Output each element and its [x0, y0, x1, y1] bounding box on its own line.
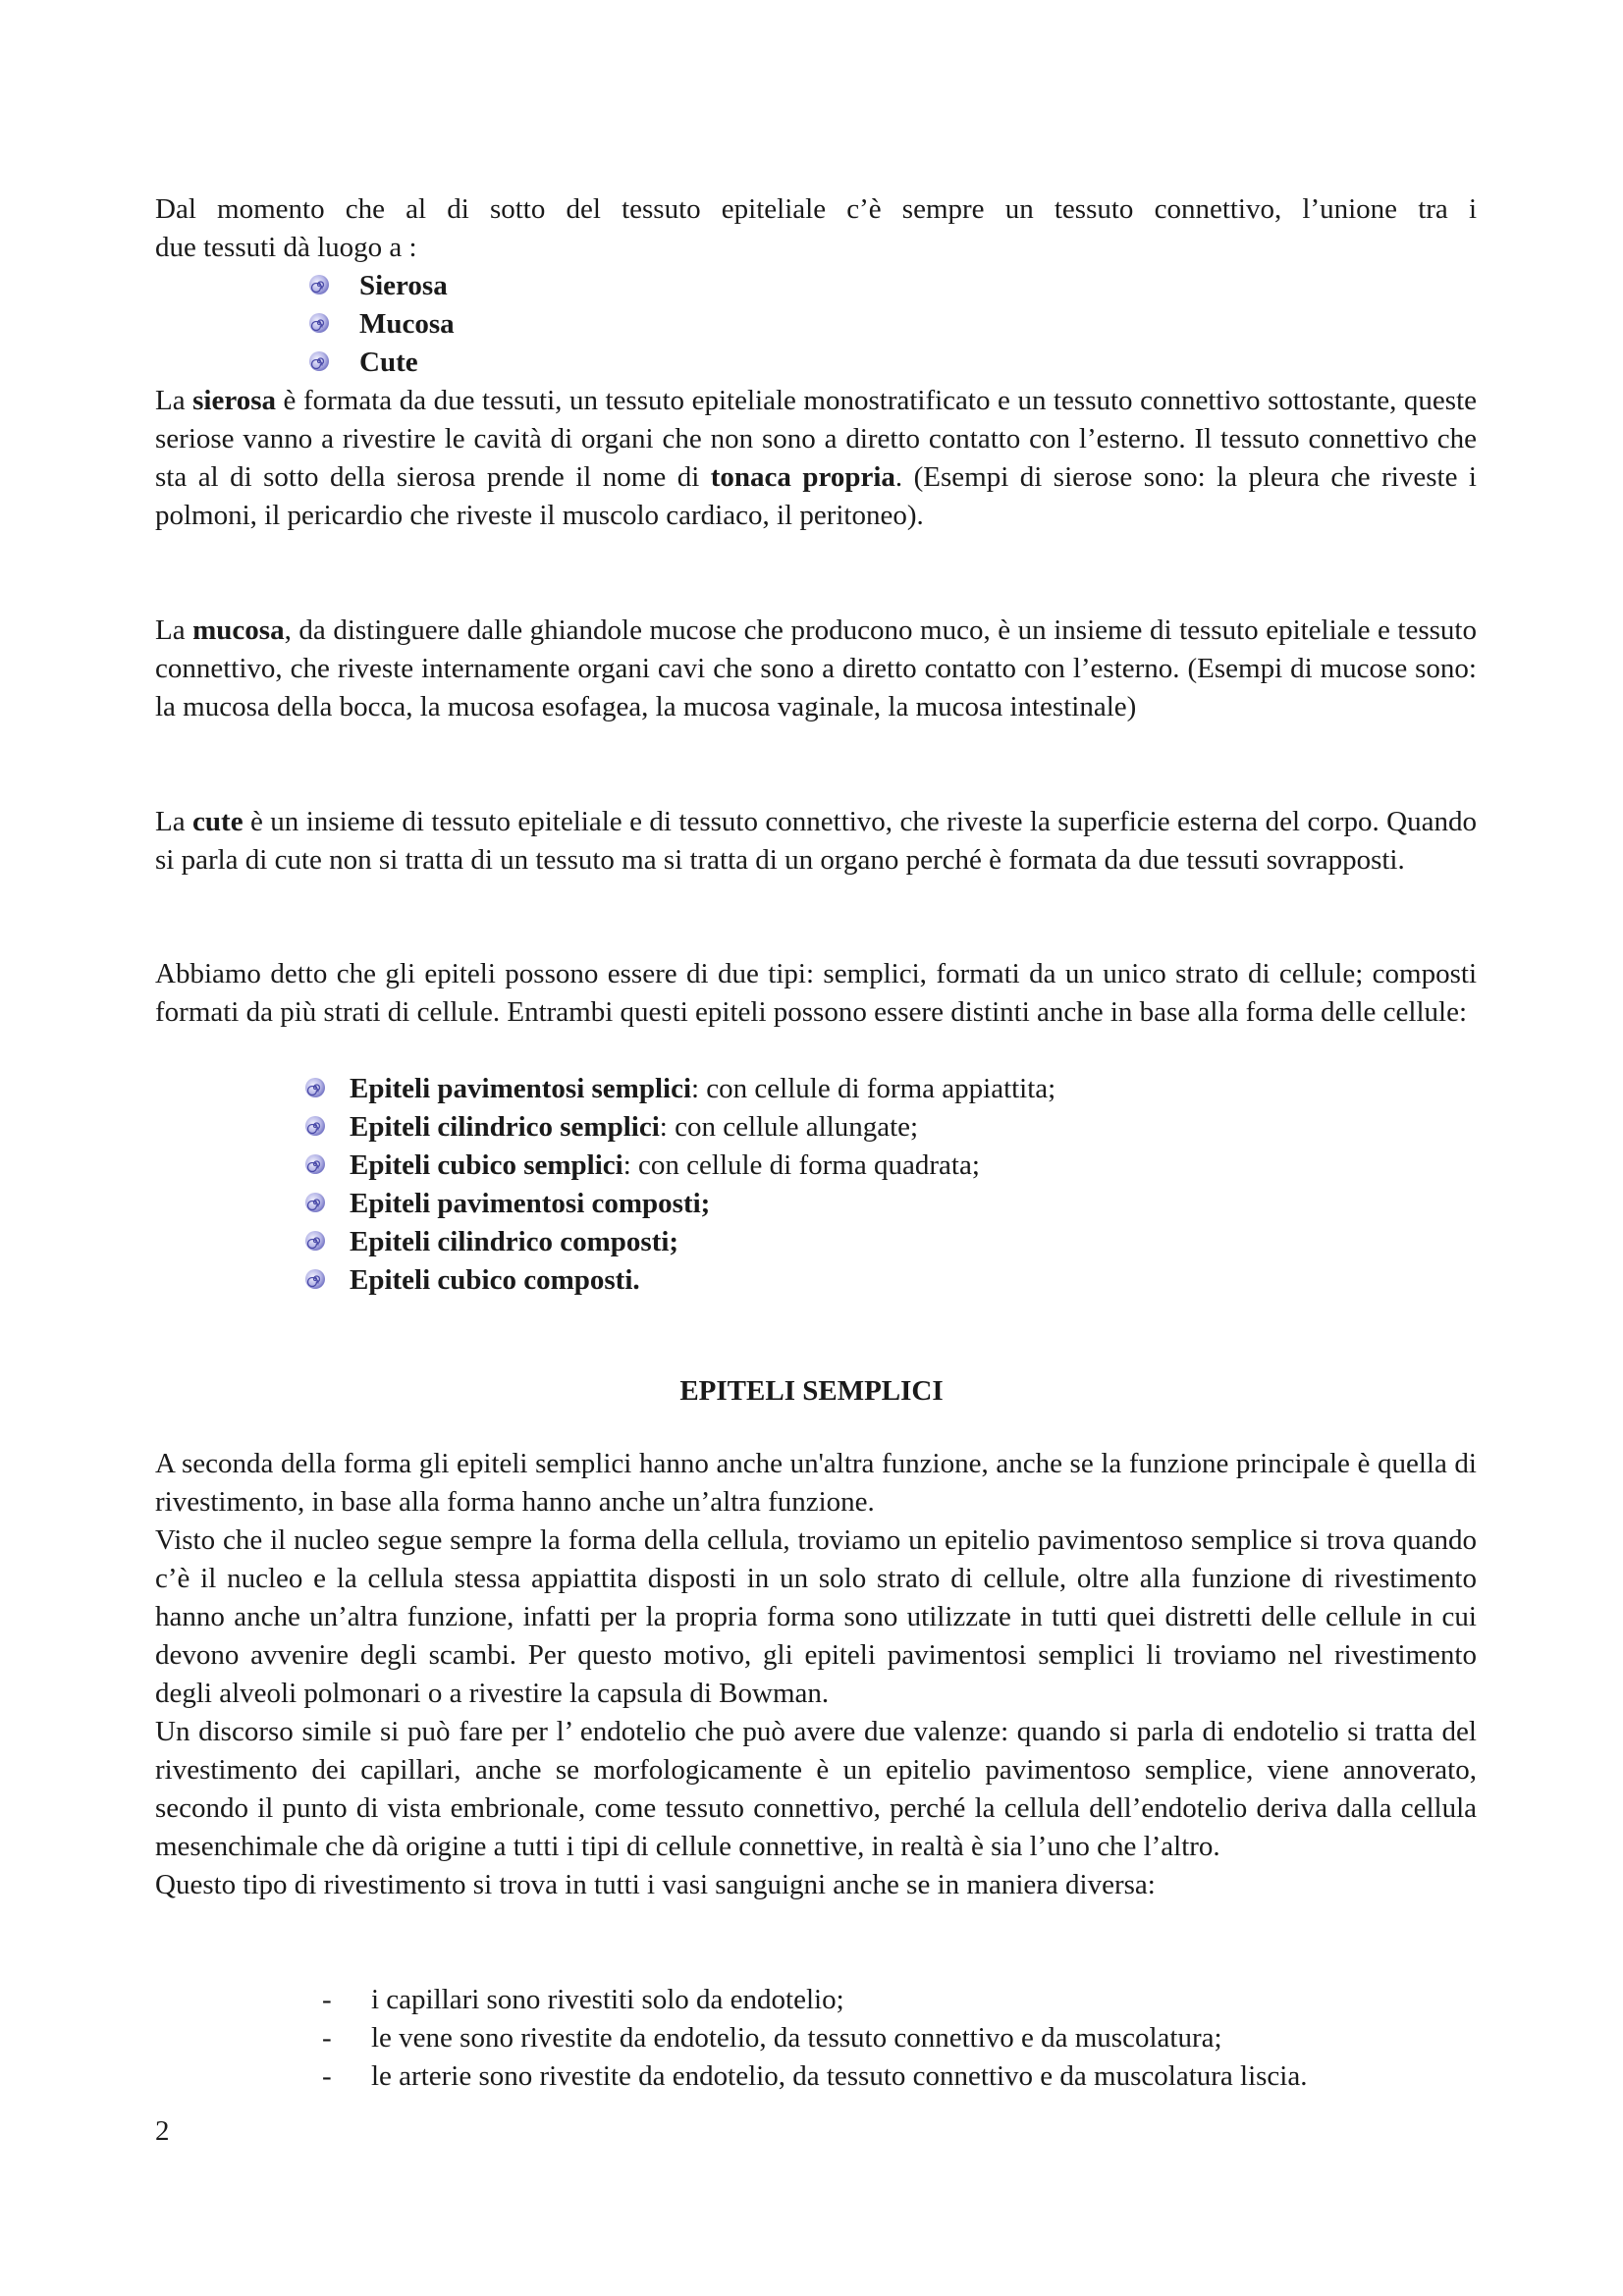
- list-item: [322, 2019, 1307, 2057]
- text-run: La: [155, 614, 193, 646]
- semplici-paragraph-3: Un discorso simile si può fare per l’ endotelio che può avere due valenze: quando si parla di endotelio si tratta del rivestimento dei capillari, anche se morfologicamente è un epitelio pavimentoso semplice, viene annoverato, secondo il punto di vista embrionale, come tessuto connettivo, perché la cellula dell’endotelio deriva dalla cellula mesenchimale che dà origine a tutti i tipi di cellule connettive, in realtà è sia l’uno che l’altro.: [155, 1716, 1477, 1862]
- mucosa-paragraph: [155, 612, 1477, 726]
- text-run: è formata da due tessuti, un tessuto epiteliale monostratificato e un tessuto connettivo sottostante, queste seriose vanno a rivestire le cavità di organi che non sono a diretto contatto con l’esterno. Il tessuto connettivo che sta al di sotto della sierosa prende il nome di: [155, 385, 1477, 493]
- vasi-list: [322, 1981, 1308, 2096]
- tissue-name: Mucosa: [359, 308, 455, 340]
- spiral-bullet-icon: [304, 1230, 326, 1252]
- semplici-paragraph-4: Questo tipo di rivestimento si trova in tutti i vasi sanguigni anche se in maniera diversa:: [155, 1869, 1156, 1900]
- intro-line-2: due tessuti dà luogo a :: [155, 232, 417, 263]
- spiral-bullet-icon: [304, 1268, 326, 1290]
- epitelio-desc: : con cellule allungate;: [659, 1111, 919, 1143]
- dash-marker: -: [322, 2060, 332, 2092]
- list-item: [322, 1981, 1307, 2019]
- epitelio-term: Epiteli pavimentosi semplici: [350, 1073, 691, 1104]
- term-tonaca-propria: tonaca propria: [710, 461, 895, 493]
- section-heading: EPITELI SEMPLICI: [679, 1375, 944, 1407]
- term-sierosa: sierosa: [192, 385, 276, 416]
- text-run: è un insieme di tessuto epiteliale e di tessuto connettivo, che riveste la superficie esterna del corpo. Quando si parla di cute non si tratta di un tessuto ma si tratta di un organo perché è formata da due tessuti sovrapposti.: [155, 806, 1477, 876]
- list-item: [322, 2057, 1308, 2096]
- intro-paragraph: [155, 190, 1477, 267]
- epitelio-desc: : con cellule di forma appiattita;: [691, 1073, 1056, 1104]
- tissue-name: Cute: [359, 347, 418, 378]
- epiteli-intro-paragraph: Abbiamo detto che gli epiteli possono essere di due tipi: semplici, formati da un unico strato di cellule; composti formati da più strati di cellule. Entrambi questi epiteli possono essere distinti anche in base alla forma delle cellule:: [155, 958, 1477, 1028]
- cute-paragraph: [155, 803, 1477, 880]
- page-number: 2: [155, 2115, 170, 2147]
- text-run: La: [155, 385, 193, 416]
- semplici-paragraph-2: Visto che il nucleo segue sempre la forma della cellula, troviamo un epitelio pavimentoso semplice si trova quando c’è il nucleo e la cellula stessa appiattita disposti in un solo strato di cellule, oltre alla funzione di rivestimento hanno anche un’altra funzione, infatti per la propria forma sono utilizzate in tutti quei distretti delle cellule in cui devono avvenire degli scambi. Per questo motivo, gli epiteli pavimentosi semplici li troviamo nel rivestimento degli alveoli polmonari o a rivestire la capsula di Bowman.: [155, 1524, 1477, 1709]
- spiral-bullet-icon: [304, 1115, 326, 1137]
- epitelio-term: Epiteli cubico composti.: [350, 1264, 640, 1296]
- epitelio-term: Epiteli cilindrico semplici: [350, 1111, 660, 1143]
- epitelio-term: Epiteli cilindrico composti;: [350, 1226, 679, 1257]
- epitelio-term: Epiteli pavimentosi composti;: [350, 1188, 711, 1219]
- text-run: La: [155, 806, 193, 837]
- text-run: , da distinguere dalle ghiandole mucose che producono muco, è un insieme di tessuto epiteliale e tessuto connettivo, che riveste internamente organi cavi che sono a diretto contatto con l’esterno. (Esempi di mucose sono: la mucosa della bocca, la mucosa esofagea, la mucosa vaginale, la mucosa intestinale): [155, 614, 1477, 722]
- epitelio-term: Epiteli cubico semplici: [350, 1149, 623, 1181]
- vaso-item-text: le arterie sono rivestite da endotelio, da tessuto connettivo e da muscolatura liscia.: [371, 2060, 1308, 2092]
- semplici-paragraph-1: A seconda della forma gli epiteli semplici hanno anche un'altra funzione, anche se la funzione principale è quella di rivestimento, in base alla forma hanno anche un’altra funzione.: [155, 1448, 1477, 1518]
- spiral-bullet-icon: [308, 312, 330, 334]
- dash-marker: -: [322, 1984, 332, 2015]
- epitelio-desc: : con cellule di forma quadrata;: [622, 1149, 980, 1181]
- term-cute: cute: [192, 806, 243, 837]
- text-run: . (Esempi di sierose sono: la pleura che riveste i polmoni, il pericardio che riveste il muscolo cardiaco, il peritoneo).: [155, 461, 1477, 531]
- intro-line-1: Dal momento che al di sotto del tessuto epiteliale c’è sempre un tessuto connettivo, l’unione tra i: [155, 193, 1477, 225]
- semplici-section: [155, 1445, 1477, 1904]
- spiral-bullet-icon: [308, 274, 330, 295]
- vaso-item-text: i capillari sono rivestiti solo da endotelio;: [371, 1984, 844, 2015]
- tissue-name: Sierosa: [359, 270, 448, 301]
- vaso-item-text: le vene sono rivestite da endotelio, da tessuto connettivo e da muscolatura;: [371, 2022, 1222, 2054]
- spiral-bullet-icon: [304, 1077, 326, 1098]
- spiral-bullet-icon: [304, 1153, 326, 1175]
- spiral-bullet-icon: [304, 1192, 326, 1213]
- spiral-bullet-icon: [308, 350, 330, 372]
- term-mucosa: mucosa: [192, 614, 285, 646]
- sierosa-paragraph: [155, 382, 1477, 535]
- dash-marker: -: [322, 2022, 332, 2054]
